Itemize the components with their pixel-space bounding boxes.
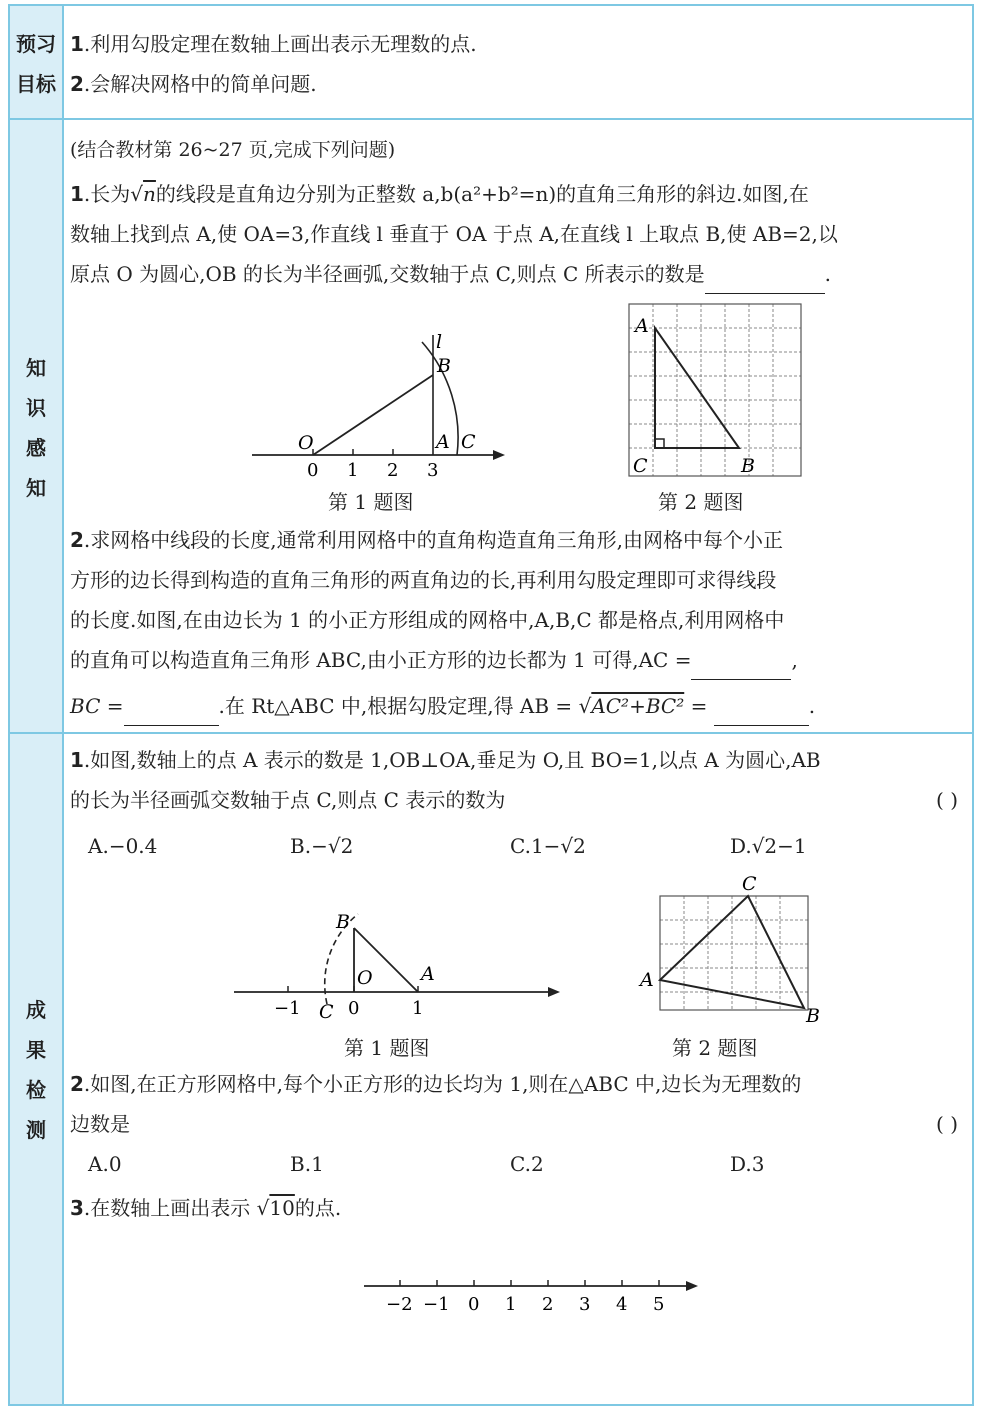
fig1-label-a: A [436, 431, 450, 453]
knowledge-intro: (结合教材第 26~27 页,完成下列问题) [70, 139, 396, 161]
knowledge-content [70, 120, 966, 732]
fig1-label-o: O [298, 432, 314, 454]
option-label: D. [730, 834, 752, 858]
sqrt-sign: √ [130, 182, 144, 206]
check-label-3: 检 [26, 1078, 46, 1102]
option-label: B. [290, 1152, 312, 1176]
option-value: −0.4 [108, 834, 158, 858]
knowledge-q1-num: 1 [70, 182, 84, 206]
check-fig1 [230, 904, 570, 1024]
check-q3-axis-arrow [686, 1281, 698, 1291]
check-fig2-label-b: B [806, 1005, 820, 1024]
check-fig1-label-b: B [336, 911, 350, 933]
check-q2-option-b[interactable] [290, 1144, 324, 1184]
knowledge-q2-text-4: 的直角可以构造直角三角形 ABC,由小正方形的边长都为 1 可得,AC = [70, 648, 692, 672]
fig1-tick-1: 1 [347, 460, 359, 480]
check-fig1-tick-0: 0 [348, 998, 360, 1019]
check-q3-line1 [70, 1188, 341, 1228]
check-q3-tick-3: 3 [579, 1294, 591, 1315]
check-q3-tick-4: 4 [616, 1294, 628, 1315]
fig1-tick-0: 0 [307, 460, 319, 480]
option-label: A. [88, 834, 109, 858]
check-q1-line2 [70, 780, 966, 820]
check-section [10, 734, 972, 1404]
check-fig2-grid-border [660, 896, 808, 1010]
check-q3-tick-2: 2 [542, 1294, 554, 1315]
check-q1-text-2: 的长为半径画弧交数轴于点 C,则点 C 表示的数为 [70, 788, 506, 812]
knowledge-q1-line3 [70, 254, 831, 294]
option-value: √2−1 [751, 834, 807, 858]
check-q3-text-a: .在数轴上画出表示 [83, 1196, 251, 1220]
fig1-axis-arrow [493, 450, 505, 460]
option-value: 0 [108, 1152, 122, 1176]
check-q2-option-c[interactable] [510, 1144, 544, 1184]
knowledge-fig1-caption: 第 1 题图 [328, 490, 414, 514]
option-value: 2 [530, 1152, 544, 1176]
knowledge-q2-equals: = [690, 694, 708, 718]
knowledge-label-1: 知 [26, 356, 46, 380]
knowledge-q1-line2: 数轴上找到点 A,使 OA=3,作直线 l 垂直于 OA 于点 A,在直线 l 上取点 B,使 AB=2,以 [70, 222, 838, 246]
option-value: −√2 [311, 834, 354, 858]
sqrt-sign-2: √ [578, 694, 592, 718]
check-q3-text-b: 的点. [294, 1196, 342, 1220]
option-label: C. [510, 834, 531, 858]
check-q3-tick-neg1: −1 [423, 1294, 450, 1315]
check-q2-line1 [70, 1064, 801, 1104]
goal-num-1: 1 [70, 32, 84, 56]
knowledge-q2-line3: 的长度.如图,在由边长为 1 的小正方形组成的网格中,A,B,C 都是格点,利用网格中 [70, 608, 785, 632]
knowledge-fig1 [250, 330, 520, 480]
check-q3-tick-5: 5 [653, 1294, 665, 1315]
check-fig1-tick-1: 1 [412, 998, 424, 1019]
goal-item-2 [70, 64, 317, 104]
check-q3-tick-neg2: −2 [386, 1294, 413, 1315]
answer-blank-bc[interactable] [124, 699, 219, 726]
goal-item-1 [70, 24, 477, 64]
check-fig1-label-o: O [357, 967, 373, 989]
answer-blank-ac[interactable] [691, 653, 791, 680]
knowledge-label-2: 识 [26, 396, 46, 420]
check-q1-option-c[interactable] [510, 826, 586, 866]
knowledge-q2-bc: BC = [70, 694, 124, 718]
goals-section [10, 6, 972, 120]
check-fig2-label-c: C [742, 873, 757, 895]
answer-blank-ab[interactable] [714, 699, 809, 726]
check-q2-answer-paren[interactable]: ( ) [936, 1112, 958, 1136]
check-fig1-caption: 第 1 题图 [344, 1036, 430, 1060]
check-label-1: 成 [26, 998, 46, 1022]
check-q2-option-a[interactable] [88, 1144, 122, 1184]
goal-num-2: 2 [70, 72, 84, 96]
check-q1-option-a[interactable] [88, 826, 157, 866]
check-q2-line2: 边数是 [70, 1112, 130, 1136]
knowledge-fig2 [625, 300, 805, 480]
knowledge-label-3: 感 [26, 436, 46, 460]
option-value: 1 [311, 1152, 324, 1176]
goals-label-1: 预习 [16, 32, 56, 56]
check-fig1-label-a: A [421, 963, 435, 985]
goal-text-1: .利用勾股定理在数轴上画出表示无理数的点. [83, 32, 477, 56]
check-q1-option-d[interactable] [730, 826, 807, 866]
option-label: D. [730, 1152, 752, 1176]
check-q1-text-1: .如图,数轴上的点 A 表示的数是 1,OB⊥OA,垂足为 O,且 BO=1,以点 A 为圆心,AB [83, 748, 821, 772]
knowledge-q2-text-5: .在 Rt△ABC 中,根据勾股定理,得 AB = [218, 694, 573, 718]
fig1-segment-ob [313, 375, 433, 455]
knowledge-q2-text-1: .求网格中线段的长度,通常利用网格中的直角构造直角三角形,由网格中每个小正 [83, 528, 783, 552]
knowledge-q2-line1 [70, 520, 783, 560]
knowledge-q1-text-b: 的线段是直角边分别为正整数 a,b(a²+b²=n)的直角三角形的斜边.如图,在 [155, 182, 809, 206]
knowledge-q2-line2: 方形的边长得到构造的直角三角形的两直角边的长,再利用勾股定理即可求得线段 [70, 568, 777, 592]
knowledge-q2-line4 [70, 640, 798, 680]
fig2-label-a: A [635, 315, 649, 337]
check-q2-num: 2 [70, 1072, 84, 1096]
fig2-right-angle [655, 439, 664, 448]
knowledge-q1-period: . [824, 262, 831, 286]
check-fig1-axis-arrow [548, 987, 560, 997]
knowledge-label [10, 120, 64, 732]
check-q3-tick-0: 0 [468, 1294, 480, 1315]
check-q3-tick-1: 1 [505, 1294, 517, 1315]
knowledge-q2-line5 [70, 686, 815, 726]
fig1-tick-3: 3 [427, 460, 439, 480]
knowledge-section [10, 120, 972, 734]
fig1-label-l: l [436, 331, 443, 353]
check-q1-answer-paren[interactable]: ( ) [936, 788, 958, 812]
sqrt-radicand-n: n [143, 182, 156, 206]
goals-content [70, 6, 966, 118]
check-label [10, 734, 64, 1404]
goals-label-2: 目标 [16, 72, 56, 96]
goals-label [10, 6, 64, 118]
answer-blank-c[interactable] [705, 267, 825, 294]
check-label-4: 测 [26, 1118, 46, 1142]
check-content [70, 734, 966, 1404]
check-q3-number-line[interactable] [360, 1274, 710, 1324]
knowledge-fig2-caption: 第 2 题图 [658, 490, 744, 514]
check-q1-option-b[interactable] [290, 826, 353, 866]
fig1-tick-2: 2 [387, 460, 399, 480]
fig2-label-c: C [633, 455, 648, 477]
sqrt-sign-3: √ [256, 1196, 270, 1220]
check-q3-num: 3 [70, 1196, 84, 1220]
goal-text-2: .会解决网格中的简单问题. [83, 72, 317, 96]
knowledge-q2-comma: , [791, 648, 798, 672]
knowledge-label-4: 知 [26, 476, 46, 500]
sqrt-radicand-10: 10 [269, 1196, 295, 1220]
option-label: A. [88, 1152, 109, 1176]
knowledge-q2-num: 2 [70, 528, 84, 552]
check-q2-option-d[interactable] [730, 1144, 764, 1184]
check-fig2-caption: 第 2 题图 [672, 1036, 758, 1060]
fig2-label-b: B [741, 455, 755, 477]
fig2-triangle [655, 328, 739, 448]
check-q2-text-1: .如图,在正方形网格中,每个小正方形的边长均为 1,则在△ABC 中,边长为无理数的 [83, 1072, 802, 1096]
worksheet-table [8, 4, 974, 1406]
knowledge-q1-text-c: 原点 O 为圆心,OB 的长为半径画弧,交数轴于点 C,则点 C 所表示的数是 [70, 262, 705, 286]
sqrt-radicand-ac-bc: AC²+BC² [591, 694, 685, 718]
option-value: 3 [751, 1152, 765, 1176]
knowledge-q2-period: . [808, 694, 816, 718]
check-q1-num: 1 [70, 748, 84, 772]
option-value: 1−√2 [530, 834, 586, 858]
check-fig2 [630, 872, 830, 1024]
check-q1-line1 [70, 740, 821, 780]
check-label-2: 果 [26, 1038, 46, 1062]
option-label: C. [510, 1152, 531, 1176]
check-fig1-label-c: C [319, 1001, 334, 1023]
check-fig1-tick-neg1: −1 [274, 998, 301, 1019]
knowledge-q1-line1 [70, 174, 809, 214]
fig1-label-c: C [461, 431, 476, 453]
fig1-label-b: B [437, 355, 451, 377]
check-fig2-label-a: A [640, 969, 654, 991]
knowledge-q1-text-a: .长为 [83, 182, 131, 206]
option-label: B. [290, 834, 312, 858]
